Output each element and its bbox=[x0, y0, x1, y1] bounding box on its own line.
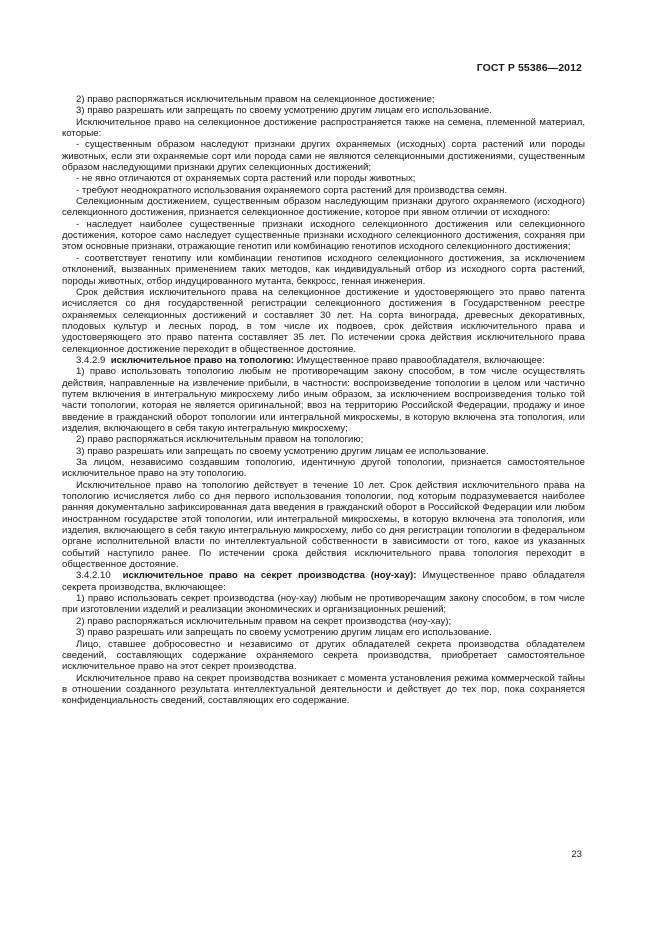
section-text: Имущественное право обладателя секрета производства, включающее: bbox=[62, 570, 585, 593]
section-3-4-2-9 bbox=[62, 355, 585, 366]
paragraph: Исключительное право на секрет производства возникает с момента установления режима коммерческой тайны в отношении созданного результата интеллектуальной деятельности и действует до тех пор, пока сохраняется конфиденциальность сведений, составляющих его содержание. bbox=[62, 672, 585, 707]
paragraph: 2) право распоряжаться исключительным правом на топологию; bbox=[76, 434, 364, 446]
paragraph: Исключительное право на селекционное достижение распространяется также на семена, племенной материал, которые: bbox=[62, 116, 585, 140]
paragraph: 2) право распоряжаться исключительным правом на селекционное достижение; bbox=[76, 94, 435, 105]
paragraph: 1) право использовать секрет производства (ноу-хау) любым не противоречащим закону способом, в том числе при изготовлении изделий и реализации экономических и организационных решений; bbox=[62, 593, 585, 616]
document-body bbox=[62, 94, 585, 707]
paragraph: - наследует наиболее существенные признаки исходного селекционного достижения или селекционного достижения, которое само наследует существенные признаки исходного селекционного достижения, сохраняя при этом основные признаки, отражающие генотип или комбинацию генотипов исходного селекционного достижения; bbox=[62, 218, 585, 253]
paragraph: Лицо, ставшее добросовестно и независимо от других обладателей секрета производства обладателем сведений, составляющих содержание охраняемого секрета производства, приобретает самостоятельное исключительное право на этот секрет производства. bbox=[62, 638, 585, 673]
section-3-4-2-10 bbox=[62, 570, 585, 593]
paragraph: За лицом, независимо создавшим топологию, идентичную другой топологии, признается самостоятельное исключительное право на эту топологию. bbox=[62, 457, 585, 480]
document-code: ГОСТ Р 55386—2012 bbox=[476, 62, 582, 74]
paragraph: - требуют неоднократного использования охраняемого сорта растений для производства семян. bbox=[76, 184, 508, 196]
paragraph: Срок действия исключительного права на селекционное достижение и удостоверяющего это право патента исчисляется со дня государственной регистрации селекционного достижения в Государственном реестре охраняемых селекционных достижений и составляет 30 лет. На сорта винограда, древесных декоративных, плодовых культур и лесных пород, в том числе их подвоев, срок действия исключительного права и удостоверяющего это право патента составляет 35 лет. По истечении срока действия исключительного права селекционное достижение переходит в общественное достояние. bbox=[62, 286, 585, 355]
section-text: Имущественное право правообладателя, включающее: bbox=[296, 354, 545, 366]
section-term: исключительное право на секрет производства (ноу-хау): bbox=[122, 570, 417, 582]
paragraph: - существенным образом наследуют признаки других охраняемых (исходных) сорта растений или породы животных, если эти охраняемые сорт или порода сами не являются селекционными достижениями, существенным образом наследующими признаки других селекционных достижений; bbox=[62, 139, 585, 174]
section-number: 3.4.2.10 bbox=[76, 570, 111, 582]
page-number: 23 bbox=[571, 849, 582, 860]
paragraph: 3) право разрешать или запрещать по своему усмотрению другим лицам его использование. bbox=[76, 105, 492, 117]
paragraph: Селекционным достижением, существенным образом наследующим признаки другого охраняемого (исходного) селекционного достижения, признается селекционное достижение, которое при явном отличии от исходного: bbox=[62, 196, 585, 219]
paragraph: 3) право разрешать или запрещать по своему усмотрению другим лицам его использование. bbox=[76, 627, 492, 639]
paragraph: 2) право распоряжаться исключительным правом на секрет производства (ноу-хау); bbox=[76, 615, 452, 627]
paragraph: 1) право использовать топологию любым не противоречащим закону способом, в том числе осуществлять действия, направленные на извлечение прибыли, в частности: воспроизведение топологии в целом или частично путем включения в интегральную микросхему либо иным образом, за исключением воспроизведения только той части топологии, которая не является оригинальной; ввоз на территорию Российской Федерации, продажу и иное введение в гражданский оборот топологии или интегральной микросхемы, в которую включена эта топология, или изделия, включающего в себя такую интегральную микросхему; bbox=[62, 366, 585, 434]
paragraph: Исключительное право на топологию действует в течение 10 лет. Срок действия исключительного права на топологию исчисляется либо со дня первого использования топологии, под которым подразумевается наиболее ранняя документально зафиксированная дата введения в гражданский оборот в Российской Федерации или любом иностранном государстве этой топологии, или интегральной микросхемы, в которую включена эта топология, или изделия, включающего в себя такую интегральную микросхему, либо со дня регистрации топологии в федеральном органе исполнительной власти по интеллектуальной собственности в зависимости от того, какое из указанных событий наступило ранее. По истечении срока действия исключительного права топология переходит в общественное достояние. bbox=[62, 479, 585, 571]
section-number: 3.4.2.9 bbox=[76, 354, 106, 366]
section-term: исключительное право на топологию: bbox=[110, 354, 294, 366]
paragraph: - не явно отличаются от охраняемых сорта растений или породы животных; bbox=[76, 173, 416, 185]
paragraph: 3) право разрешать или запрещать по своему усмотрению другим лицам ее использование. bbox=[76, 445, 489, 457]
paragraph: - соответствует генотипу или комбинации генотипов исходного селекционного достижения, за исключением отклонений, вызванных применением таких методов, как индивидуальный отбор из исходного сорта растений, породы животных, отбор индуцированного мутанта, беккросс, генная инженерия. bbox=[62, 252, 585, 287]
